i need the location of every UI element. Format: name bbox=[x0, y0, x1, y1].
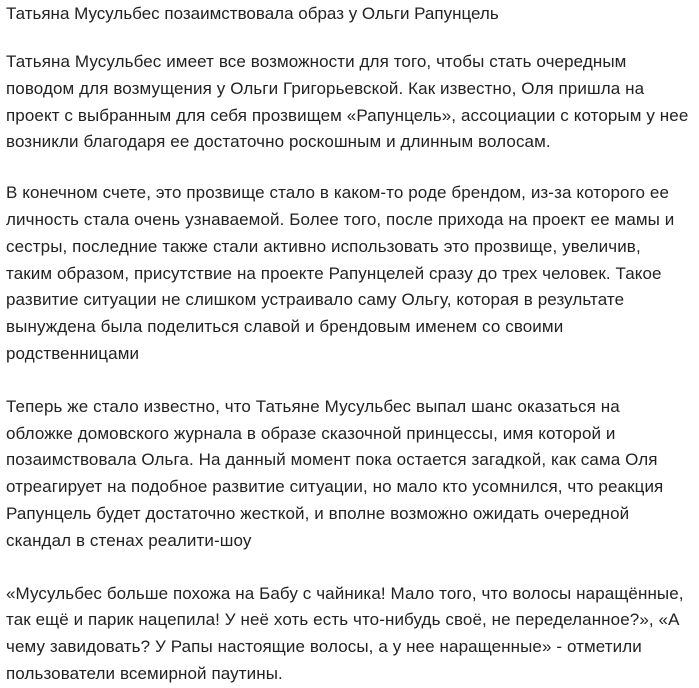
paragraph-4: «Мусульбес больше похожа на Бабу с чайника! Мало того, что волосы наращённые, так ещё и парик нацепила! У неё хоть есть что-нибудь своё, не переделанное?», «А чему завидовать? У Рапы настоящие волосы, а у нее наращенные» - отметили пользователи всемирной паутины. bbox=[6, 583, 684, 683]
paragraph-3: Теперь же стало известно, что Татьяне Мусульбес выпал шанс оказаться на обложке домовского журнала в образе сказочной принцессы, имя которой и позаимствовала Ольга. На данный момент пока остается загадкой, как сама Оля отреагирует на подобное развитие ситуации, но мало кто усомнился, что реакция Рапунцель будет достаточно жесткой, и вполне возможно ожидать очередной скандал в стенах реалити-шоу bbox=[6, 396, 664, 550]
article-title: Татьяна Мусульбес позаимствовала образ у Ольги Рапунцель bbox=[6, 4, 499, 23]
paragraph-1: Татьяна Мусульбес имеет все возможности для того, чтобы стать очередным поводом для возмущения у Ольги Григорьевской. Как известно, Оля пришла на проект с выбранным для себя прозвищем «Рапунцель», ассоциации с которым у нее возникли благодаря ее достаточно роскошным и длинным волосам. bbox=[6, 52, 689, 152]
paragraph-2: В конечном счете, это прозвище стало в каком-то роде брендом, из-за которого ее личность стала очень узнаваемой. Более того, после прихода на проект ее мамы и сестры, последние также стали активно использовать это прозвище, увеличив, таким образом, присутствие на проекте Рапунцелей сразу до трех человек. Такое развитие ситуации не слишком устраивало саму Ольгу, которая в результате вынуждена была поделиться славой и брендовым именем со своими родственницами bbox=[6, 183, 675, 363]
